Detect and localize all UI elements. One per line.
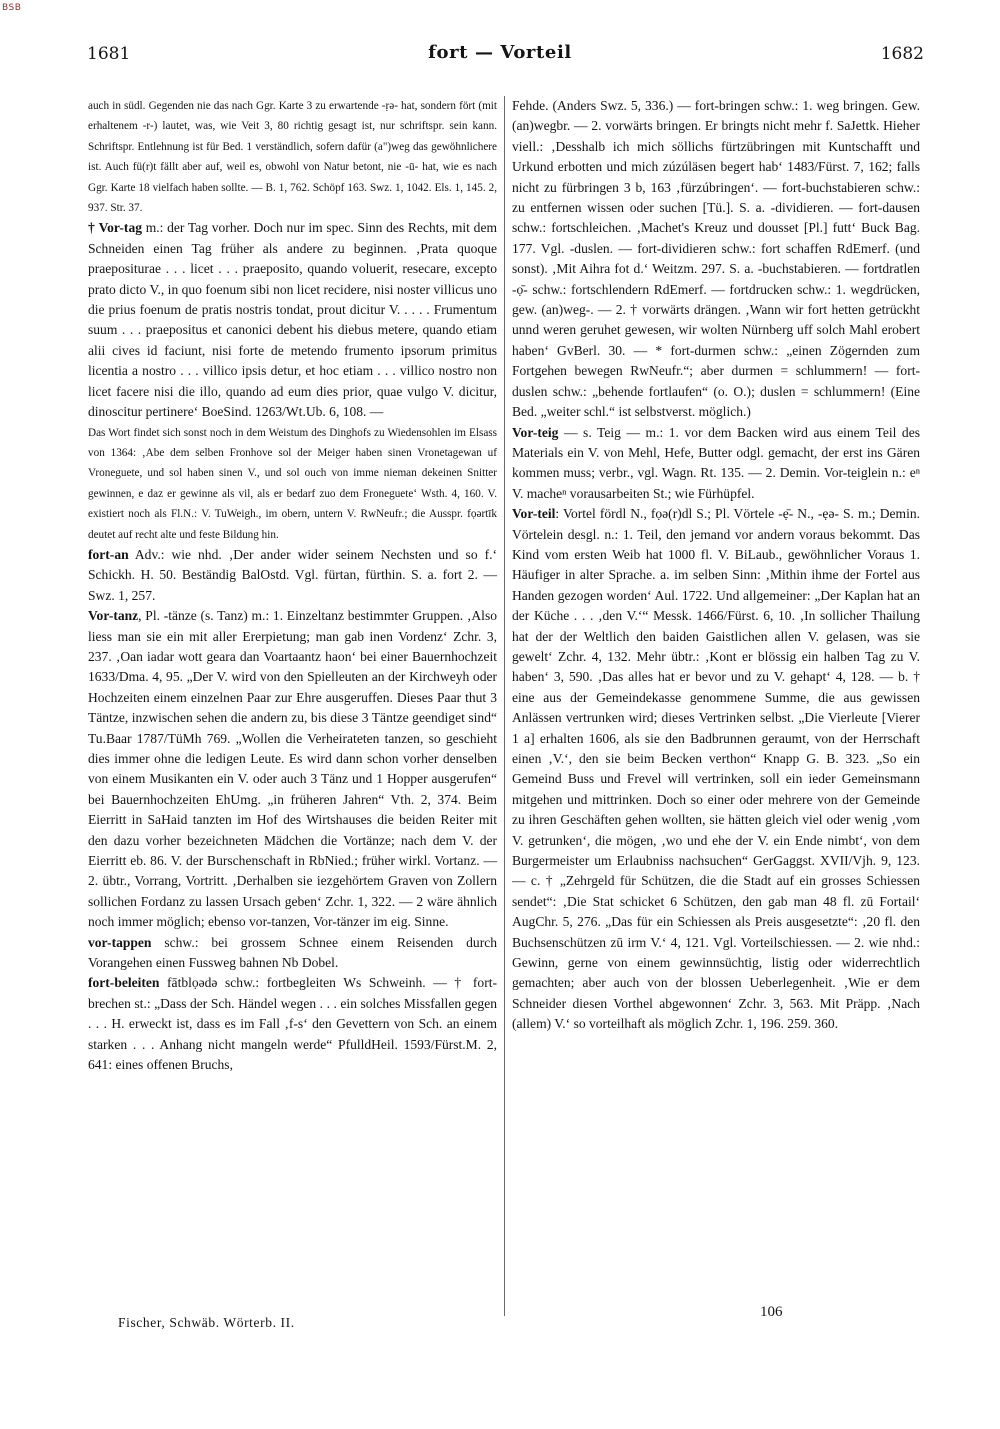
entry-text: schw.: bei grossem Schnee einem Reisenden durch Vorangehen einen Fussweg bahnen Nb Dobel.	[88, 934, 497, 971]
entry-text: m.: der Tag vorher. Doch nur im spec. Sinn des Rechts, mit dem Schneiden einen Tag früher als andere zu beginnen. ‚Prata quoque praepositurae . . . licet . . . praeposito, quando voluerit, resecare, excepto prato dicto V., in quo foenum sibi non licet recidere, nisi noster villicus uno die prius foenum de pratis nostris tondat, prout dicitur V. . . . . Frumentum suum . . . praepositus et canonici debent his diebus metere, quando etiam alii cives id faciunt, nisi forte de metendo frumento ipsorum primitus licentia a nostro . . . villico ipsis detur, et hoc etiam . . . villico nostro non licet facere nisi die illo, quando ad eum dies prior, quae vulgo V. dicitur, dinoscitur pertinere‘ BoeSind. 1263/Wt.Ub. 6, 108. —	[88, 220, 497, 420]
page-number-right: 1682	[880, 44, 924, 64]
dictionary-entry	[88, 423, 497, 545]
entry-headword: Vor-tanz	[88, 608, 139, 624]
dictionary-entry	[88, 96, 497, 218]
right-column	[512, 96, 920, 1035]
entry-text: Das Wort findet sich sonst noch in dem Weistum des Dinghofs zu Wiedensohlen im Elsass von 1364: ‚Abe dem selben Fronhove sol der Meiger haben sinen Vronetagewan uf Vroneguete, und sol haben sinen V., und sol ouch von imme nieman dekeinen Snitter gewinnen, e daz er gewinne als vil, als er bedarf zuo dem Froneguete‘ Wsth. 4, 160. V. existiert noch als Fl.N.: V. TuWeigh., im obern, untern V. RwNeufr.; die Ausspr. fọərtīk deutet auf recht alte und feste Bildung hin.	[88, 426, 497, 541]
page-number-left: 1681	[87, 44, 131, 64]
entry-text: Adv.: wie nhd. ‚Der ander wider seinem Nechsten und so f.‘ Schickh. H. 50. Beständig BalOstd. Vgl. fürtan, fürthin. S. a. fort 2. — Swz. 1, 257.	[88, 546, 497, 603]
signature-number: 106	[760, 1304, 783, 1320]
dictionary-entry	[88, 606, 497, 933]
entry-headword: fort-an	[88, 546, 129, 562]
dictionary-entry	[512, 504, 920, 1035]
left-column	[88, 96, 497, 1076]
dictionary-entry	[512, 423, 920, 505]
entry-headword: vor-tappen	[88, 934, 152, 950]
signature-line: Fischer, Schwäb. Wörterb. II.	[118, 1315, 295, 1330]
dictionary-entry	[88, 545, 497, 606]
dictionary-entry	[88, 973, 497, 1075]
running-title: fort — Vorteil	[428, 42, 572, 63]
entry-text: , Pl. -tänze (s. Tanz) m.: 1. Einzeltanz bestimmter Gruppen. ‚Also liess man sie ein mit aller Ererpietung; man gab inen Vordenz‘ Zchr. 3, 237. ‚Oan iadar wott geara dan Voartaantz haon‘ bei einer Bauernhochzeit 1633/Dma. 4, 95. „Der V. wird von den Spielleuten an der Kirchweyh oder Hochzeiten einem einzelnen Paar zur Ehre ausgeruffen. Dieses Paar thut 3 Täntze, inzwischen sehen die andern zu, bis diese 3 Täntze geendiget sind“ Tu.Baar 1787/TüMh 769. „Wollen die Verheirateten tanzen, so geschieht dies immer ohne die ledigen Leute. Es wird dann schon vorher denselben von einem Musikanten ein V. oder auch 3 Tänz und 1 Hopper ausgerufen“ bei Bauernhochzeiten EhUmg. „in früheren Jahren“ Vth. 2, 374. Beim Eierritt in SaHaid tanzten im Hof des Wirtshauses die beiden Reiter mit den dazu vorher bezeichneten Mädchen die Vortänze; nach dem V. der Eierritt eb. 86. V. der Burschenschaft in RbNied.; früher wirkl. Vortanz. — 2. übtr., Vorrang, Vortritt. ‚Derhalben sie iezgehörtem Graven von Zollern sollichen Fordanz zu lassen Ursach geben‘ Zchr. 1, 322. — 2 wäre ähnlich noch immer möglich; ebenso vor-tanzen, Vor-tänzer im eig. Sinne.	[88, 608, 497, 930]
entry-text: Fehde. (Anders Swz. 5, 336.) — fort-bringen schw.: 1. weg bringen. Gew. (an)wegbr. — 2. vorwärts bringen. Er bringts nicht mehr f. SaJettk. Hieher viell.: ‚Desshalb ich mich söllichs fürtzübringen mit Kuntschafft und Urkund erbotten und mich zúzúläsen begert hab‘ 1483/Fürst. 7, 162; falls nicht zu fürbringen 3 b, 163 ‚fürzúbringen‘. — fort-buchstabieren schw.: zu entfernen wissen oder suchen [Tü.]. S. a. -dividieren. — fort-dausen schw.: fortschleichen. ‚Machet's Kreuz und dousset [Pl.] futt‘ Buck Bag. 177. Vgl. -duslen. — fort-dividieren schw.: fort schaffen RdEmerf. (und sonst). ‚Mit Aihra fot d.‘ Weitzm. 297. S. a. -buchstabieren. — fortdratlen -ọ̄- schw.: fortschlendern RdEmerf. — fortdrucken schw.: 1. wegdrücken, gew. (an)weg-. — 2. † vorwärts drängen. ‚Wann wir fort hetten getrückht unnd weren geruhet gewesen, wir wolten Nürnberg uff solch Mahl erobert haben‘ GvBerl. 30. — * fort-durmen schw.: „einen Zögernden zum Fortgehen bewegen RwNeufr.“; aber durmen = schlummern! — fort-duslen schw.: „behende fortlaufen“ (o. O.); duslen = schlummern! (Eine Bed. „weiter schl.“ ist selbstverst. möglich.)	[512, 98, 920, 420]
dictionary-entry	[512, 96, 920, 423]
entry-headword: Vor-teil	[512, 506, 556, 522]
entry-text: : Vortel fördl N., fọə(r)dl S.; Pl. Vörtele -ẹ̄- N., -ẹə- S. m.; Demin. Vörtelein desgl. n.: 1. Teil, den jemand vor andern voraus bekommt. Das Kind vom ersten Weib hat 1000 fl. V. BiLaub., gewöhnlicher Voraus 1. Häufiger in alter Sprache. a. im selben Sinn: ‚Mithin ihme der Fortel aus Handen gezogen worden‘ Aul. 1722. Und allgemeiner: „Der Kaplan hat an der Küche . . . ‚den V.‘“ Messk. 1466/Fürst. 6, 10. ‚In sollicher Thailung hat der der Weltlich den baiden Gaistlichen allen V. gelasen, was sie gewelt‘ Zchr. 4, 132. Mehr übtr.: ‚Kont er blössig ein halben Tag zu V. haben‘ 3, 590. ‚Das alles hat er bevor und zu V. gehapt‘ 4, 128. — b. † eine aus der Gemeindekasse genommene Summe, die aus gewissen Anlässen vertrunken wird; dieses Vertrinken selbst. „Die Vierleute [Vierer 1 a] erhalten 1606, als sie den Badbrunnen geraumt, von der Herrschaft einen ‚V.‘, den sie beim Becken verthon“ Knapp G. B. 323. „So ein Gemeind Buss und Frevel will vertrinken, soll ein ieder Gemeinsmann mitgehen und mittrinken. Doch so einer oder mehrere von der Gemeinde zu ihren Geschäften gehen wollten, sie hätten gleich viel oder wenig ‚vom V. getrunken‘, die mögen, ‚wo und ehe der V. ein Ende nimbt‘, von dem Burgermeister um Erlaubniss nachsuchen“ GerGaggst. XVII/Vjh. 9, 123. — c. † „Zehrgeld für Schützen, die die Stadt auf ein grosses Schiessen sendet“: ‚Die Stat schicket 6 Schützen, den gab man 48 fl. zū Fortail‘ AugChr. 5, 276. „Das für ein Schiessen als Preis ausgesetzte“: ‚20 fl. den Buchsenschützen zū irm V.‘ 4, 121. Vgl. Vorteilschiessen. — 2. wie nhd.: Gewinn, gerne von einem gewinnsüchtig, listig oder widerrechtlich gemachten; aber auch von der blossen Ueberlegenheit. ‚Wie er dem Schneider diesen Vorthel abgewonnen‘ Zchr. 3, 563. Mit Präpp. ‚Nach (allem) V.‘ so vorteilhaft als möglich Zchr. 1, 196. 259. 360.	[512, 506, 920, 1032]
library-stamp: BSB	[2, 3, 22, 13]
entry-text: — s. Teig — m.: 1. vor dem Backen wird aus einem Teil des Materials ein V. von Mehl, Hefe, Butter odgl. gemacht, der erst ins Gären kommen muss; verbr., vgl. Wagn. Rt. 135. — 2. Demin. Vor-teiglein n.: eⁿ V. macheⁿ vorausarbeiten St.; wie Fürhüpfel.	[512, 424, 920, 501]
column-divider	[504, 96, 505, 1316]
dictionary-entry	[88, 218, 497, 422]
entry-text: auch in südl. Gegenden nie das nach Ggr. Karte 3 zu erwartende -ṛə- hat, sondern fört (mit erhaltenem -r-) lautet, was, wie Veit 3, 80 richtig gesagt ist, nur schriftspr. sein kann. Schriftspr. Entlehnung ist für Bed. 1 verständlich, sofern dafür (a")weg das gewöhnlichere ist. Auch fü(r)t fällt aber auf, weil es, obwohl von Natur betont, nie -ū- hat, wie es nach Ggr. Karte 18 vielfach haben sollte. — B. 1, 762. Schöpf 163. Swz. 1, 1042. Els. 1, 145. 2, 937. Str. 37.	[88, 100, 497, 215]
entry-headword: Vor-teig	[512, 424, 559, 440]
entry-headword: fort-beleiten	[88, 975, 160, 991]
entry-headword: † Vor-tag	[88, 220, 142, 236]
entry-text: fātblọədə schw.: fortbegleiten Ws Schweinh. — † fort-brechen st.: „Dass der Sch. Händel wegen . . . ein solches Missfallen gegen . . . H. erweckt ist, dass es im Fall ‚f-s‘ den Gevettern von Sch. an einem starken . . . Anhang nicht mangeln werde“ PfulldHeil. 1593/Fürst.M. 2, 641: eines offenen Bruchs,	[88, 975, 497, 1073]
dictionary-entry	[88, 933, 497, 974]
